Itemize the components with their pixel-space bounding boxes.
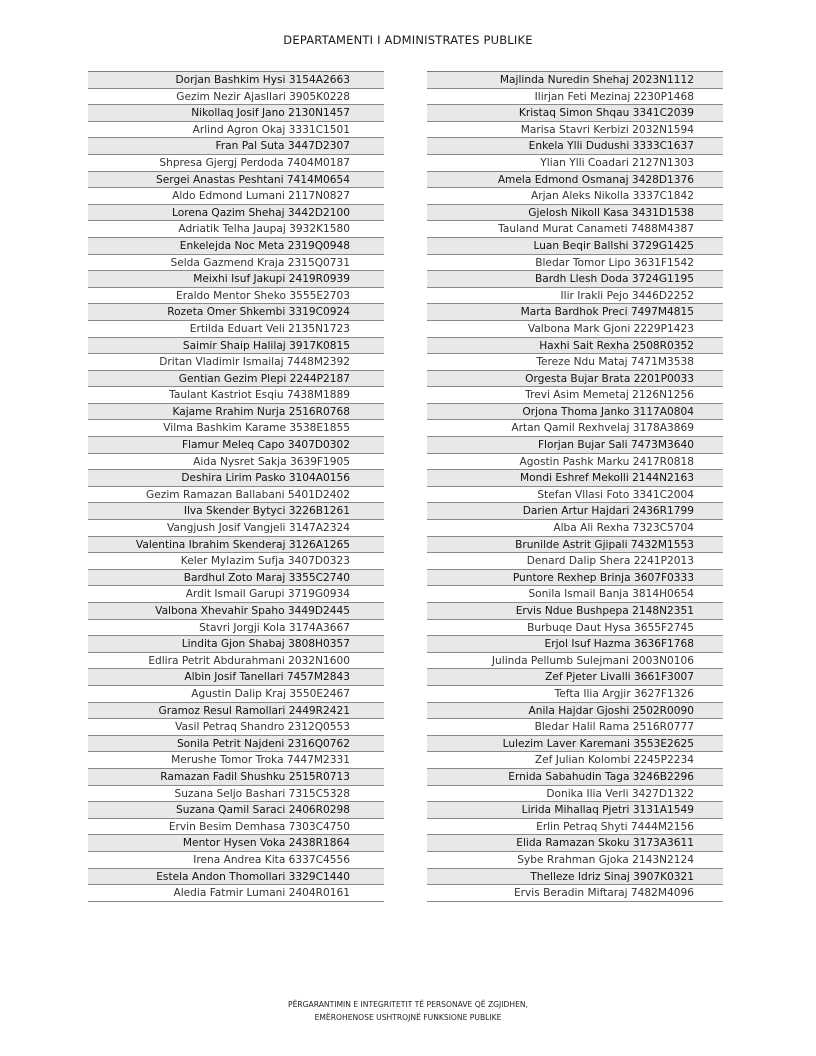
list-item: Zef Pjeter Livalli 3661F3007 — [427, 669, 723, 686]
name-list-left — [88, 71, 384, 902]
list-item: Gentian Gezim Plepi 2244P2187 — [88, 371, 384, 388]
list-item: Bardhul Zoto Maraj 3355C2740 — [88, 570, 384, 587]
list-item: Majlinda Nuredin Shehaj 2023N1112 — [427, 72, 723, 89]
list-item: Ilva Skender Bytyci 3226B1261 — [88, 503, 384, 520]
list-item: Ylian Ylli Coadari 2127N1303 — [427, 155, 723, 172]
list-item: Estela Andon Thomollari 3329C1440 — [88, 869, 384, 886]
list-item: Alba Ali Rexha 7323C5704 — [427, 520, 723, 537]
list-item: Selda Gazmend Kraja 2315Q0731 — [88, 255, 384, 272]
list-item: Bledar Halil Rama 2516R0777 — [427, 719, 723, 736]
list-item: Erlin Petraq Shyti 7444M2156 — [427, 819, 723, 836]
list-item: Vasil Petraq Shandro 2312Q0553 — [88, 719, 384, 736]
list-item: Ervis Ndue Bushpepa 2148N2351 — [427, 603, 723, 620]
list-item: Denard Dalip Shera 2241P2013 — [427, 553, 723, 570]
list-item: Aldo Edmond Lumani 2117N0827 — [88, 188, 384, 205]
list-item: Darien Artur Hajdari 2436R1799 — [427, 503, 723, 520]
list-item: Flamur Meleq Capo 3407D0302 — [88, 437, 384, 454]
footer-line-1: PËRGARANTIMIN E INTEGRITETIT TË PERSONAVE QË ZGJIDHEN, — [288, 1000, 528, 1009]
list-item: Orjona Thoma Janko 3117A0804 — [427, 404, 723, 421]
list-item: Edlira Petrit Abdurahmani 2032N1600 — [88, 653, 384, 670]
list-item: Marisa Stavri Kerbizi 2032N1594 — [427, 122, 723, 139]
list-item: Brunilde Astrit Gjipali 7432M1553 — [427, 537, 723, 554]
list-item: Adriatik Telha Jaupaj 3932K1580 — [88, 221, 384, 238]
list-item: Vilma Bashkim Karame 3538E1855 — [88, 420, 384, 437]
list-item: Enkela Ylli Dudushi 3333C1637 — [427, 138, 723, 155]
list-item: Stavri Jorgji Kola 3174A3667 — [88, 620, 384, 637]
list-item: Gezim Ramazan Ballabani 5401D2402 — [88, 487, 384, 504]
list-item: Amela Edmond Osmanaj 3428D1376 — [427, 172, 723, 189]
list-item: Bardh Llesh Doda 3724G1195 — [427, 271, 723, 288]
list-item: Gramoz Resul Ramollari 2449R2421 — [88, 703, 384, 720]
list-item: Saimir Shaip Halilaj 3917K0815 — [88, 338, 384, 355]
list-item: Ertilda Eduart Veli 2135N1723 — [88, 321, 384, 338]
list-item: Albin Josif Tanellari 7457M2843 — [88, 669, 384, 686]
name-list-right — [427, 71, 723, 902]
list-item: Sonila Petrit Najdeni 2316Q0762 — [88, 736, 384, 753]
list-item: Irena Andrea Kita 6337C4556 — [88, 852, 384, 869]
list-item: Meixhi Isuf Jakupi 2419R0939 — [88, 271, 384, 288]
list-item: Donika Ilia Verli 3427D1322 — [427, 786, 723, 803]
list-item: Enkelejda Noc Meta 2319Q0948 — [88, 238, 384, 255]
list-item: Tereze Ndu Mataj 7471M3538 — [427, 354, 723, 371]
list-item: Sybe Rrahman Gjoka 2143N2124 — [427, 852, 723, 869]
list-item: Tauland Murat Canameti 7488M4387 — [427, 221, 723, 238]
page-title: DEPARTAMENTI I ADMINISTRATES PUBLIKE — [283, 33, 533, 47]
list-item: Haxhi Sait Rexha 2508R0352 — [427, 338, 723, 355]
list-item: Orgesta Bujar Brata 2201P0033 — [427, 371, 723, 388]
list-item: Arjan Aleks Nikolla 3337C1842 — [427, 188, 723, 205]
list-item: Suzana Qamil Saraci 2406R0298 — [88, 802, 384, 819]
list-item: Erjol Isuf Hazma 3636F1768 — [427, 636, 723, 653]
list-item: Lirida Mihallaq Pjetri 3131A1549 — [427, 802, 723, 819]
list-item: Mentor Hysen Voka 2438R1864 — [88, 835, 384, 852]
list-item: Ervin Besim Demhasa 7303C4750 — [88, 819, 384, 836]
list-item: Lulezim Laver Karemani 3553E2625 — [427, 736, 723, 753]
list-item: Kristaq Simon Shqau 3341C2039 — [427, 105, 723, 122]
list-item: Dorjan Bashkim Hysi 3154A2663 — [88, 72, 384, 89]
list-item: Ernida Sabahudin Taga 3246B2296 — [427, 769, 723, 786]
list-item: Luan Beqir Ballshi 3729G1425 — [427, 238, 723, 255]
list-item: Puntore Rexhep Brinja 3607F0333 — [427, 570, 723, 587]
list-item: Dritan Vladimir Ismailaj 7448M2392 — [88, 354, 384, 371]
list-item: Artan Qamil Rexhvelaj 3178A3869 — [427, 420, 723, 437]
list-item: Florjan Bujar Sali 7473M3640 — [427, 437, 723, 454]
list-item: Gezim Nezir Ajasllari 3905K0228 — [88, 89, 384, 106]
list-item: Taulant Kastriot Esqiu 7438M1889 — [88, 387, 384, 404]
list-item: Gjelosh Nikoll Kasa 3431D1538 — [427, 205, 723, 222]
list-item: Thelleze Idriz Sinaj 3907K0321 — [427, 869, 723, 886]
list-item: Fran Pal Suta 3447D2307 — [88, 138, 384, 155]
list-item: Nikollaq Josif Jano 2130N1457 — [88, 105, 384, 122]
list-item: Shpresa Gjergj Perdoda 7404M0187 — [88, 155, 384, 172]
list-item: Aledia Fatmir Lumani 2404R0161 — [88, 885, 384, 902]
list-item: Sonila Ismail Banja 3814H0654 — [427, 586, 723, 603]
list-item: Rozeta Omer Shkembi 3319C0924 — [88, 304, 384, 321]
list-item: Valentina Ibrahim Skenderaj 3126A1265 — [88, 537, 384, 554]
list-item: Valbona Xhevahir Spaho 3449D2445 — [88, 603, 384, 620]
list-item: Agostin Pashk Marku 2417R0818 — [427, 454, 723, 471]
list-item: Keler Mylazim Sufja 3407D0323 — [88, 553, 384, 570]
list-item: Lorena Qazim Shehaj 3442D2100 — [88, 205, 384, 222]
list-item: Ervis Beradin Miftaraj 7482M4096 — [427, 885, 723, 902]
list-item: Stefan Vllasi Foto 3341C2004 — [427, 487, 723, 504]
list-item: Vangjush Josif Vangjeli 3147A2324 — [88, 520, 384, 537]
list-item: Merushe Tomor Troka 7447M2331 — [88, 752, 384, 769]
list-item: Aida Nysret Sakja 3639F1905 — [88, 454, 384, 471]
list-item: Deshira Lirim Pasko 3104A0156 — [88, 470, 384, 487]
list-item: Ardit Ismail Garupi 3719G0934 — [88, 586, 384, 603]
list-item: Valbona Mark Gjoni 2229P1423 — [427, 321, 723, 338]
list-item: Kajame Rrahim Nurja 2516R0768 — [88, 404, 384, 421]
list-item: Elida Ramazan Skoku 3173A3611 — [427, 835, 723, 852]
list-item: Anila Hajdar Gjoshi 2502R0090 — [427, 703, 723, 720]
list-item: Julinda Pellumb Sulejmani 2003N0106 — [427, 653, 723, 670]
list-item: Eraldo Mentor Sheko 3555E2703 — [88, 288, 384, 305]
footer-note — [0, 998, 816, 1024]
list-item: Ilirjan Feti Mezinaj 2230P1468 — [427, 89, 723, 106]
list-item: Arlind Agron Okaj 3331C1501 — [88, 122, 384, 139]
list-item: Burbuqe Daut Hysa 3655F2745 — [427, 620, 723, 637]
footer-line-2: EMËROHENOSE USHTROJNË FUNKSIONE PUBLIKE — [314, 1013, 502, 1022]
list-item: Sergei Anastas Peshtani 7414M0654 — [88, 172, 384, 189]
list-item: Zef Julian Kolombi 2245P2234 — [427, 752, 723, 769]
list-item: Suzana Seljo Bashari 7315C5328 — [88, 786, 384, 803]
list-item: Trevi Asim Memetaj 2126N1256 — [427, 387, 723, 404]
list-item: Mondi Eshref Mekolli 2144N2163 — [427, 470, 723, 487]
list-item: Lindita Gjon Shabaj 3808H0357 — [88, 636, 384, 653]
list-item: Bledar Tomor Lipo 3631F1542 — [427, 255, 723, 272]
list-item: Agustin Dalip Kraj 3550E2467 — [88, 686, 384, 703]
list-item: Tefta Ilia Argjir 3627F1326 — [427, 686, 723, 703]
list-item: Ilir Irakli Pejo 3446D2252 — [427, 288, 723, 305]
list-item: Marta Bardhok Preci 7497M4815 — [427, 304, 723, 321]
list-item: Ramazan Fadil Shushku 2515R0713 — [88, 769, 384, 786]
